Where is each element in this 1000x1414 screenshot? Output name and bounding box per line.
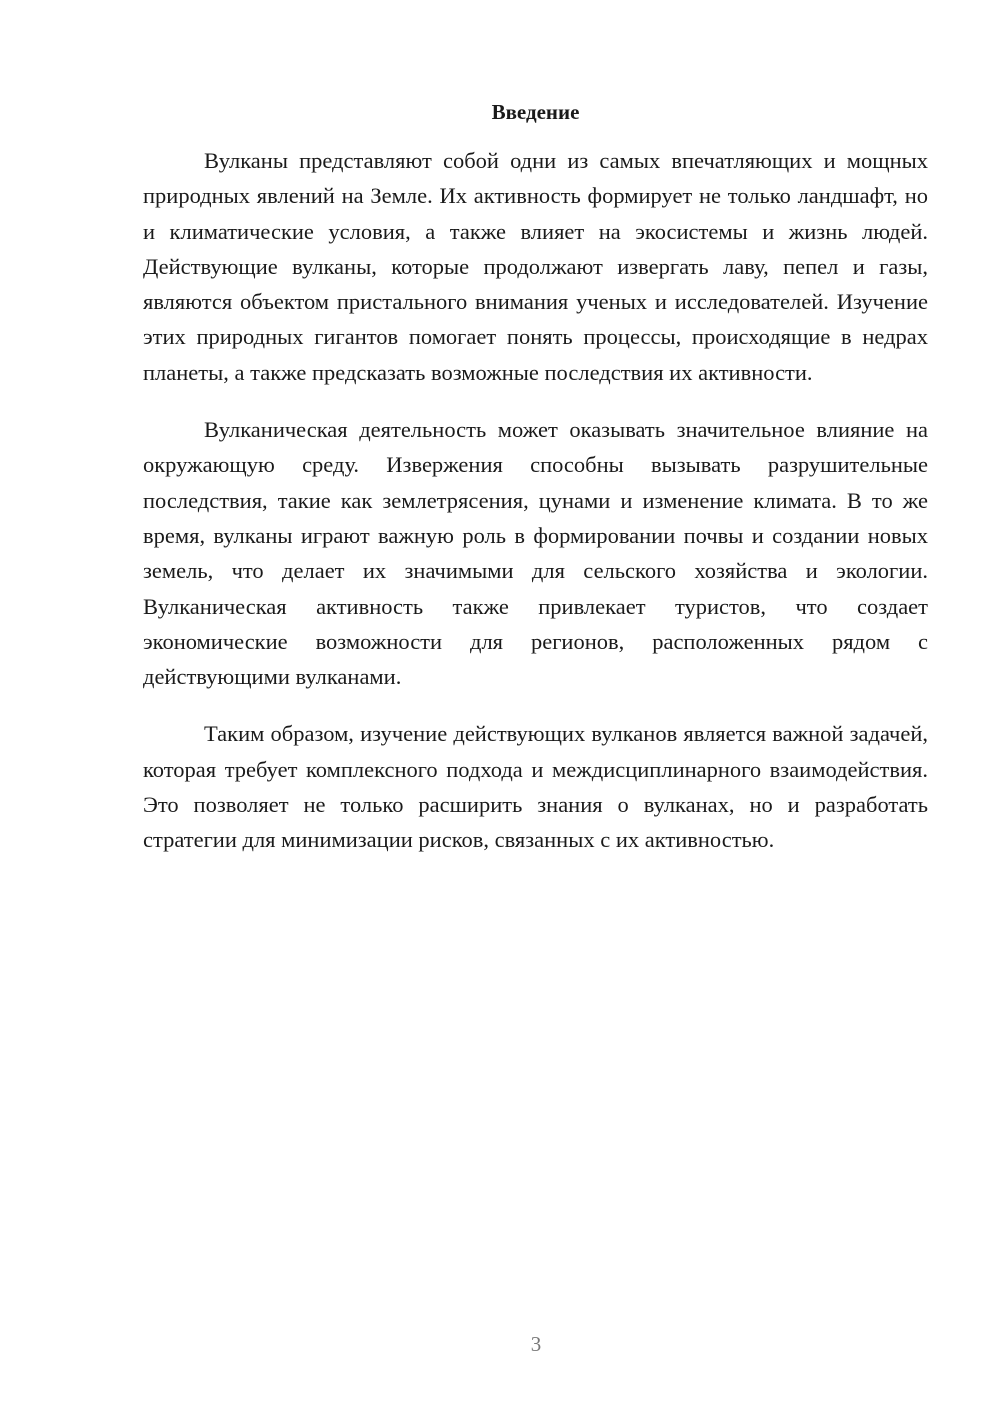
paragraph-3: Таким образом, изучение действующих вулканов является важной задачей, которая требует комплексного подхода и междисциплинарного взаимодействия. Это позволяет не только расширить знания о вулканах, но и разработать стратегии для минимизации рисков, связанных с их активностью. (143, 721, 928, 853)
section-heading: Введение (491, 100, 580, 124)
body-text (143, 143, 928, 880)
page-number: 3 (530, 1332, 542, 1356)
paragraph-1: Вулканы представляют собой одни из самых впечатляющих и мощных природных явлений на Земле. Их активность формирует не только ландшафт, но и климатические условия, а также влияет на экосистемы и жизнь людей. Действующие вулканы, которые продолжают извергать лаву, пепел и газы, являются объектом пристального внимания ученых и исследователей. Изучение этих природных гигантов помогает понять процессы, происходящие в недрах планеты, а также предсказать возможные последствия их активности. (143, 148, 928, 385)
paragraph-2: Вулканическая деятельность может оказывать значительное влияние на окружающую среду. Извержения способны вызывать разрушительные последствия, такие как землетрясения, цунами и изменение климата. В то же время, вулканы играют важную роль в формировании почвы и создании новых земель, что делает их значимыми для сельского хозяйства и экологии. Вулканическая активность также привлекает туристов, что создает экономические возможности для регионов, расположенных рядом с действующими вулканами. (143, 417, 928, 690)
